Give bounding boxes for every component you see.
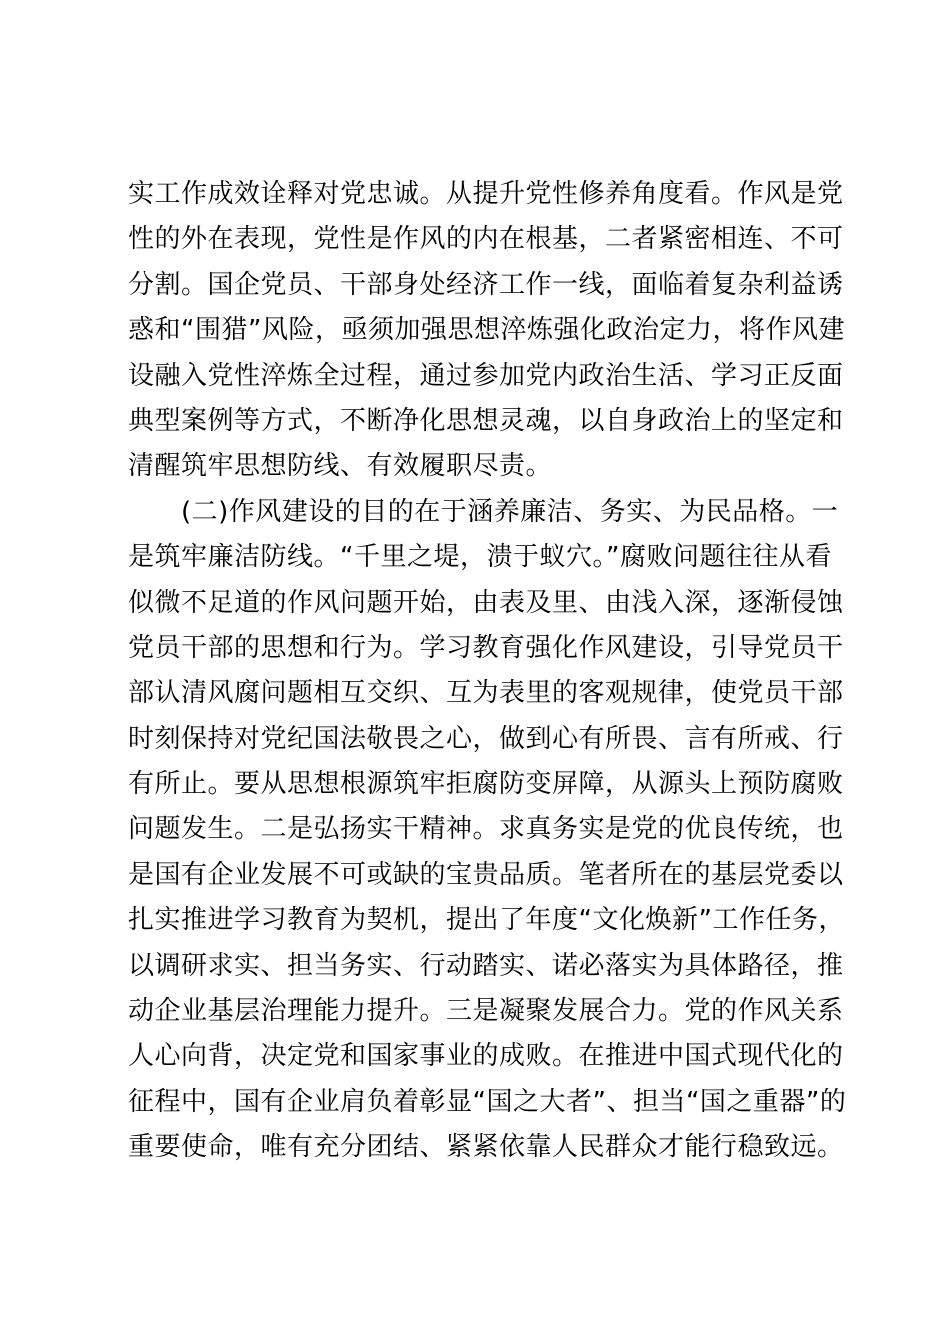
text-line: 性的外在表现，党性是作风的内在根基，二者紧密相连、不可 (128, 224, 844, 255)
body-text (128, 172, 847, 1171)
text-line: 分割。国企党员、干部身处经济工作一线，面临着复杂利益诱 (128, 269, 844, 300)
text-line: 重要使命，唯有充分团结、紧紧依靠人民群众才能行稳致远。 (128, 1132, 844, 1163)
text-line: 问题发生。二是弘扬实干精神。求真务实是党的优良传统，也 (128, 814, 844, 845)
text-line: 是筑牢廉洁防线。“千里之堤，溃于蚁穴。”腐败问题往往从看 (128, 542, 832, 573)
text-line: 党员干部的思想和行为。学习教育强化作风建设，引导党员干 (128, 632, 844, 663)
text-line: 以调研求实、担当务实、行动踏实、诺必落实为具体路径，推 (128, 950, 844, 981)
text-line: 典型案例等方式，不断净化思想灵魂，以自身政治上的坚定和 (128, 405, 844, 436)
text-line: 惑和“围猎”风险，亟须加强思想淬炼强化政治定力，将作风建 (128, 315, 845, 346)
text-line: 设融入党性淬炼全过程，通过参加党内政治生活、学习正反面 (128, 360, 844, 391)
text-line: 部认清风腐问题相互交织、互为表里的客观规律，使党员干部 (128, 678, 844, 709)
text-line: 动企业基层治理能力提升。三是凝聚发展合力。党的作风关系 (128, 996, 844, 1027)
text-line: 扎实推进学习教育为契机，提出了年度“文化焕新”工作任务， (128, 905, 845, 936)
text-line: 时刻保持对党纪国法敬畏之心，做到心有所畏、言有所戒、行 (128, 723, 844, 754)
text-line: 是国有企业发展不可或缺的宝贵品质。笔者所在的基层党委以 (128, 859, 844, 890)
text-line: 实工作成效诠释对党忠诚。从提升党性修养角度看。作风是党 (128, 179, 844, 209)
text-line: (二)作风建设的目的在于涵养廉洁、务实、为民品格。一 (128, 496, 839, 527)
text-line: 清醒筑牢思想防线、有效履职尽责。 (128, 451, 553, 482)
text-line: 人心向背，决定党和国家事业的成败。在推进中国式现代化的 (128, 1041, 844, 1072)
text-line: 有所止。要从思想根源筑牢拒腐防变屏障，从源头上预防腐败 (128, 769, 844, 800)
text-line: 征程中，国有企业肩负着彰显“国之大者”、担当“国之重器”的 (128, 1086, 847, 1117)
text-line: 似微不足道的作风问题开始，由表及里、由浅入深，逐渐侵蚀 (128, 587, 844, 618)
